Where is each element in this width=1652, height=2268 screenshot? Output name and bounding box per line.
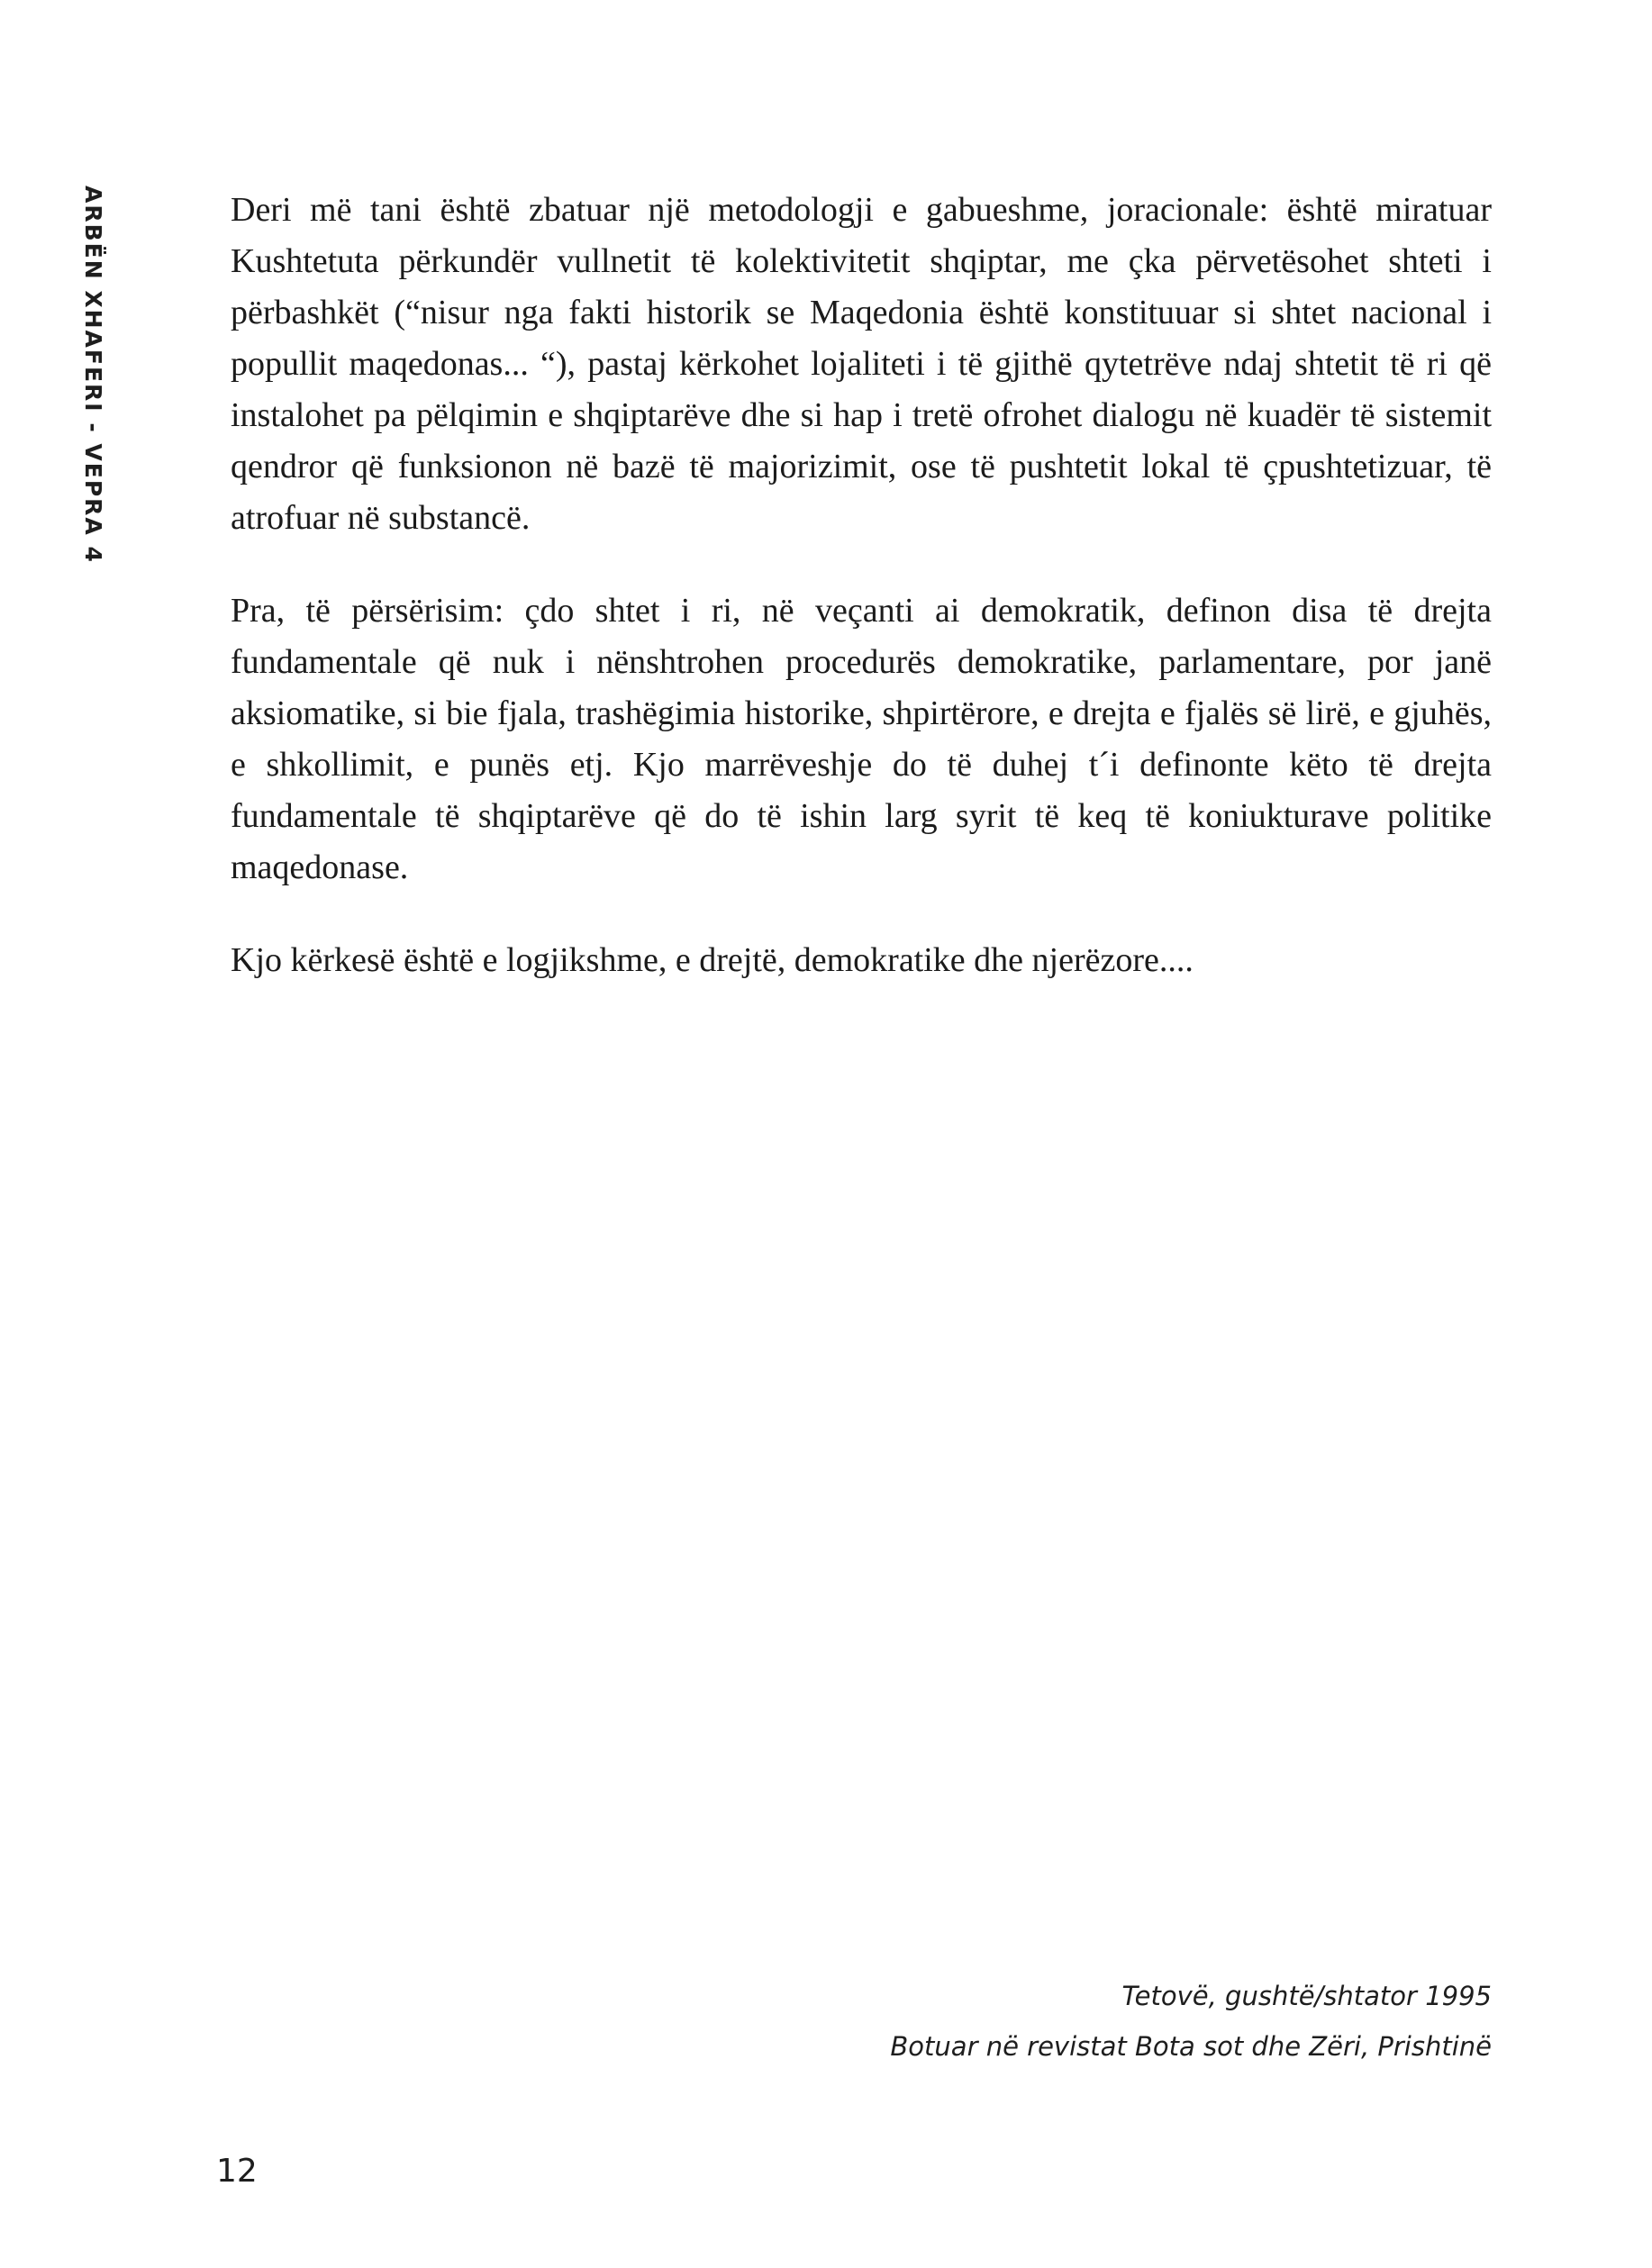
running-head: ARBËN XHAFERI - VEPRA 4	[80, 186, 106, 564]
paragraph-3: Kjo kërkesë është e logjikshme, e drejtë, demokratike dhe njerëzore....	[231, 941, 1194, 979]
article-body	[231, 185, 1492, 1028]
place-date: Tetovë, gushtë/shtator 1995	[1121, 1981, 1492, 2011]
paragraph-2: Pra, të përsërisim: çdo shtet i ri, në veçanti ai demokratik, definon disa të drejta fundamentale që nuk i nënshtrohen procedurës demokratike, parlamentare, por janë aksiomatike, si bie fjala, trashëgimia historike, shpirtërore, e drejta e fjalës së lirë, e gjuhës, e shkollimit, e punës etj. Kjo marrëveshje do të duhej t´i definonte këto të drejta fundamentale të shqiptarëve që do të ishin larg syrit të keq të koniukturave politike maqedonase.	[231, 592, 1492, 886]
signature-block	[890, 1971, 1492, 2072]
publication-note: Botuar në revistat Bota sot dhe Zëri, Prishtinë	[890, 2031, 1492, 2062]
page-number: 12	[216, 2153, 258, 2190]
paragraph-1: Deri më tani është zbatuar një metodologji e gabueshme, joracionale: është miratuar Kushtetuta përkundër vullnetit të kolektivitetit shqiptar, me çka përvetësohet shteti i përbashkët (“nisur nga fakti historik se Maqedonia është konstituuar si shtet nacional i popullit maqedonas... “), pastaj kërkohet lojaliteti i të gjithë qytetrëve ndaj shtetit të ri që instalohet pa pëlqimin e shqiptarëve dhe si hap i tretë ofrohet dialogu në kuadër të sistemit qendror që funksionon në bazë të majorizimit, ose të pushtetit lokal të çpushtetizuar, të atrofuar në substancë.	[231, 191, 1492, 537]
